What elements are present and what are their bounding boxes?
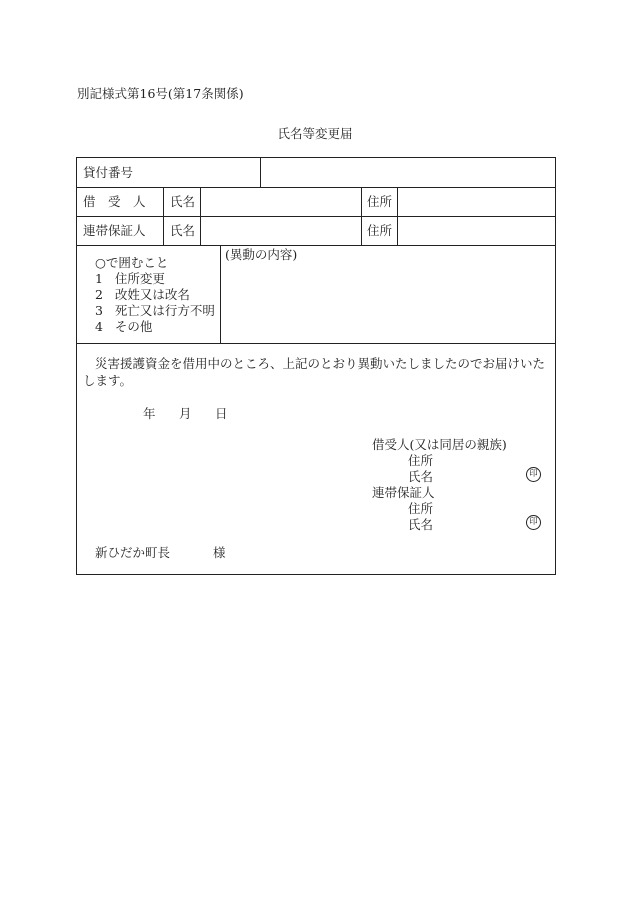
honorific: 様 <box>213 545 226 560</box>
column-divider <box>200 187 201 245</box>
change-type-label: 死亡又は行方不明 <box>114 303 215 318</box>
statement-text: 災害援護資金を借用中のところ、上記のとおり異動いたしましたのでお届けいたします。 <box>83 356 546 388</box>
joint-guarantor-label: 連帯保証人 <box>83 223 146 238</box>
date-day: 日 <box>215 406 228 421</box>
borrower-name-label: 氏名 <box>408 469 434 484</box>
date-year: 年 <box>143 406 156 421</box>
borrower-address-label: 住所 <box>408 453 434 468</box>
change-type-label: その他 <box>114 319 153 334</box>
column-divider <box>397 187 398 245</box>
change-type-1 <box>95 271 165 286</box>
borrower-name-label: 氏名 <box>170 194 196 209</box>
change-type-2 <box>95 287 190 302</box>
change-type-label: 住所変更 <box>114 271 165 286</box>
column-divider <box>163 187 164 245</box>
form-number: 別記様式第16号(第17条関係) <box>77 86 244 101</box>
row-divider <box>77 245 555 246</box>
row-divider <box>77 187 555 188</box>
change-type-number: 2 <box>95 287 103 302</box>
guarantor-name-label: 氏名 <box>408 517 434 532</box>
row-divider <box>77 216 555 217</box>
change-type-number: 3 <box>95 303 103 318</box>
guarantor-address-label: 住所 <box>367 223 393 238</box>
change-type-4 <box>95 319 152 334</box>
recipient: 新ひだか町長 <box>95 545 171 560</box>
seal-mark: 印 <box>526 467 541 482</box>
loan-number-label: 貸付番号 <box>83 165 134 180</box>
change-type-number: 4 <box>95 319 103 334</box>
guarantor-heading: 連帯保証人 <box>372 485 435 500</box>
statement-area <box>77 343 555 574</box>
column-divider <box>220 245 221 343</box>
date-month: 月 <box>179 406 192 421</box>
guarantor-address-label: 住所 <box>408 501 434 516</box>
borrower-heading: 借受人(又は同居の親族) <box>372 437 507 452</box>
change-type-number: 1 <box>95 271 103 286</box>
borrower-label: 借 受 人 <box>83 194 146 209</box>
change-type-label: 改姓又は改名 <box>114 287 190 302</box>
document-title: 氏名等変更届 <box>277 126 353 141</box>
form-table <box>76 157 556 575</box>
change-type-3 <box>95 303 215 318</box>
circle-instruction: ○で囲むこと <box>95 255 169 270</box>
seal-mark: 印 <box>526 515 541 530</box>
column-divider <box>260 158 261 187</box>
change-details-label: (異動の内容) <box>225 247 298 262</box>
column-divider <box>361 187 362 245</box>
guarantor-name-label: 氏名 <box>170 223 196 238</box>
borrower-address-label: 住所 <box>367 194 393 209</box>
